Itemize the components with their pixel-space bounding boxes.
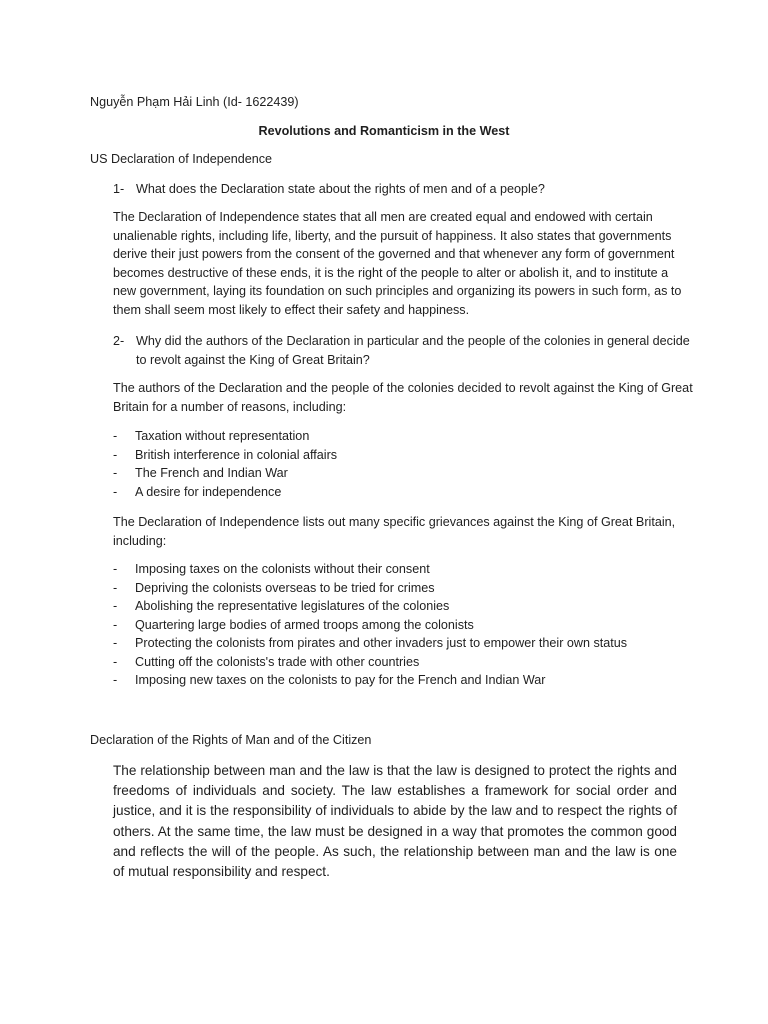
list-item-text: Quartering large bodies of armed troops among the colonists	[135, 617, 474, 632]
list-item-text: The French and Indian War	[135, 466, 288, 480]
list-item	[113, 427, 693, 446]
list-item	[113, 653, 693, 672]
question-2	[113, 332, 693, 369]
list-item	[113, 671, 693, 690]
reasons-list	[113, 427, 693, 501]
grievances-intro: The Declaration of Independence lists out many specific grievances against the King of Great Britain, including:	[113, 515, 676, 548]
list-item	[113, 597, 693, 616]
bullet-marker: -	[113, 562, 118, 576]
list-item-text: Cutting off the colonists's trade with other countries	[135, 654, 420, 669]
list-item-text: Abolishing the representative legislatures of the colonies	[135, 599, 450, 613]
grievances-list	[113, 560, 693, 690]
answer-paragraph-2: The authors of the Declaration and the people of the colonies decided to revolt against the King of Great Britain for a number of reasons, including:	[113, 381, 693, 414]
bullet-marker: -	[113, 484, 118, 499]
bullet-marker: -	[113, 617, 118, 632]
list-item	[113, 616, 693, 635]
list-item-text: Protecting the colonists from pirates and other invaders just to empower their own status	[135, 636, 628, 650]
bullet-marker: -	[113, 599, 118, 613]
answer-paragraph-1: The Declaration of Independence states that all men are created equal and endowed with certain unalienable rights, including life, liberty, and the pursuit of happiness. It also states that governments derive their just powers from the consent of the governed and that whenever any form of government becomes destructive of these ends, it is the right of the people to alter or abolish it, and to institute a new government, laying its foundation on such principles and organizing its powers in such form, as to them shall seem most likely to effect their safety and happiness.	[113, 210, 682, 317]
list-item-text: Imposing new taxes on the colonists to pay for the French and Indian War	[135, 673, 546, 687]
question-1	[113, 180, 693, 199]
list-item	[113, 464, 693, 483]
bullet-marker: -	[113, 447, 118, 462]
list-item	[113, 634, 693, 653]
bullet-marker: -	[113, 466, 118, 480]
bullet-marker: -	[113, 654, 118, 669]
bullet-marker: -	[113, 636, 118, 650]
list-item-text: British interference in colonial affairs	[135, 447, 338, 462]
list-item	[113, 446, 693, 465]
bullet-marker: -	[113, 673, 118, 687]
section-heading-rights-of-man: Declaration of the Rights of Man and of the Citizen	[90, 733, 372, 747]
list-item	[113, 560, 693, 579]
list-item	[113, 483, 693, 502]
question-number: 2-	[113, 334, 125, 348]
list-item	[113, 579, 693, 598]
list-item-text: Taxation without representation	[135, 429, 310, 443]
question-number: 1-	[113, 182, 125, 196]
list-item-text: A desire for independence	[135, 484, 282, 499]
question-text: What does the Declaration state about the rights of men and of a people?	[136, 182, 545, 196]
section-heading-us-declaration: US Declaration of Independence	[90, 152, 273, 166]
list-item-text: Depriving the colonists overseas to be tried for crimes	[135, 580, 435, 595]
author-line: Nguyễn Phạm Hải Linh (Id- 1622439)	[90, 95, 299, 109]
bullet-marker: -	[113, 429, 118, 443]
bullet-marker: -	[113, 580, 118, 595]
document-title: Revolutions and Romanticism in the West	[258, 124, 510, 138]
section-2-paragraph: The relationship between man and the law is that the law is designed to protect the rights and freedoms of individuals and society. The law establishes a framework for social order and justice, and it is the responsibility of individuals to abide by the law and to respect the rights of others. At the same time, the law must be designed in a way that promotes the common good and reflects the will of the people. As such, the relationship between man and the law is one of mutual responsibility and respect.	[113, 763, 677, 880]
question-text: Why did the authors of the Declaration in particular and the people of the colonies in general decide to revolt against the King of Great Britain?	[136, 334, 690, 367]
list-item-text: Imposing taxes on the colonists without their consent	[135, 562, 430, 576]
